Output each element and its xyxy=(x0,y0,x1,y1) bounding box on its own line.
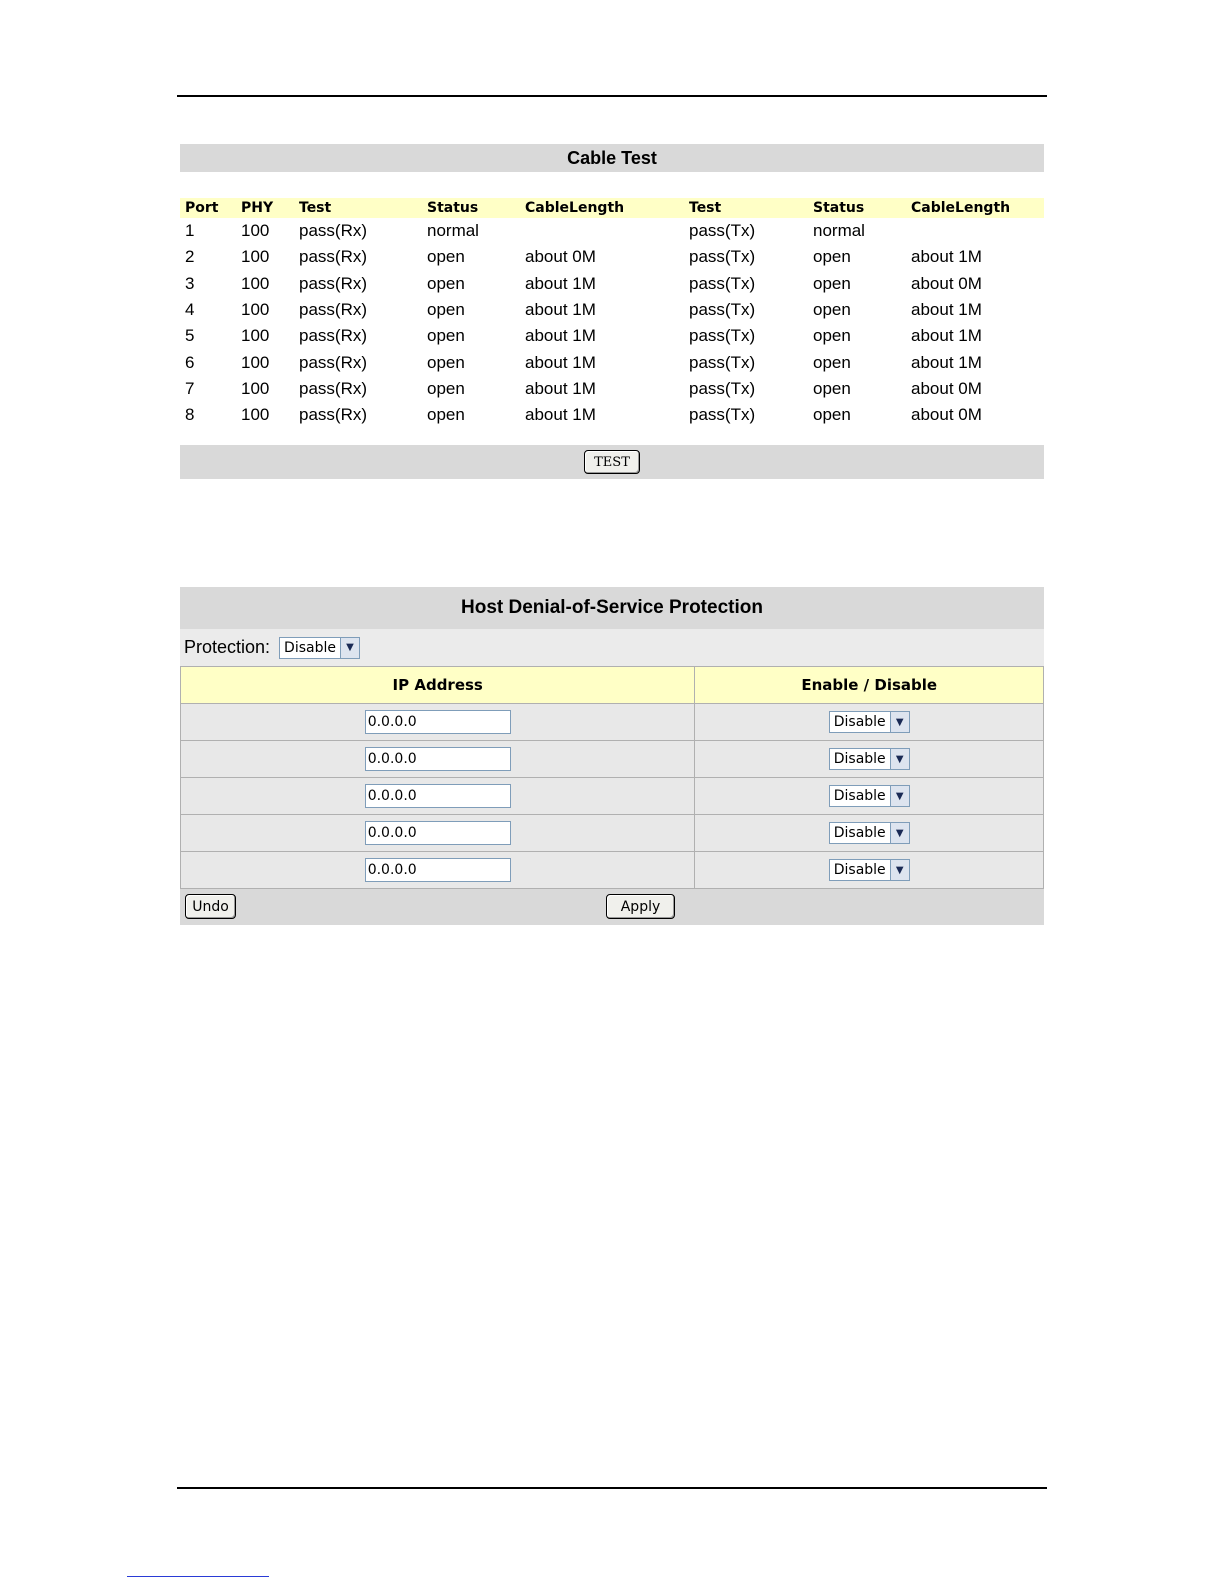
col-test-tx: Test xyxy=(684,198,808,218)
ip-address-input[interactable] xyxy=(365,747,511,771)
table-row xyxy=(180,244,1044,270)
ip-address-input[interactable] xyxy=(365,858,511,882)
state-cell xyxy=(695,741,1044,778)
cell-port: 8 xyxy=(185,405,195,425)
host-dos-panel xyxy=(180,587,1044,925)
enable-disable-select-value: Disable xyxy=(833,825,886,841)
cell-status-tx: open xyxy=(813,378,851,398)
cell-test-tx: pass(Tx) xyxy=(689,405,756,425)
state-cell xyxy=(695,778,1044,815)
cell-port: 2 xyxy=(185,247,195,267)
cell-test-rx: pass(Rx) xyxy=(299,352,368,372)
cell-status-tx: open xyxy=(813,273,851,293)
cell-phy: 100 xyxy=(241,300,270,320)
protection-select-value: Disable xyxy=(284,639,336,656)
cell-phy: 100 xyxy=(241,405,270,425)
col-enable-disable: Enable / Disable xyxy=(695,667,1044,704)
table-row xyxy=(180,271,1044,297)
chevron-down-icon[interactable]: ▼ xyxy=(890,823,909,843)
page-top-rule xyxy=(177,95,1047,97)
host-dos-title: Host Denial-of-Service Protection xyxy=(180,587,1044,629)
cell-cablelength-tx xyxy=(906,218,1044,244)
host-dos-header-row xyxy=(181,667,1044,704)
cell-port: 7 xyxy=(185,378,195,398)
cell-test-rx: pass(Rx) xyxy=(299,300,368,320)
state-cell xyxy=(695,704,1044,741)
cell-test-rx: pass(Rx) xyxy=(299,378,368,398)
page-bottom-rule xyxy=(177,1487,1047,1489)
ip-cell xyxy=(181,778,695,815)
host-dos-button-bar xyxy=(180,889,1044,925)
ip-cell xyxy=(181,704,695,741)
cell-cablelength-rx: about 1M xyxy=(525,273,596,293)
table-row xyxy=(181,778,1044,815)
cell-cablelength-tx: about 1M xyxy=(911,326,982,346)
protection-select[interactable] xyxy=(279,637,360,659)
cell-test-tx: pass(Tx) xyxy=(689,273,756,293)
protection-label: Protection: xyxy=(184,637,271,657)
chevron-down-icon[interactable]: ▼ xyxy=(890,712,909,732)
cell-test-rx: pass(Rx) xyxy=(299,221,368,241)
cell-cablelength-tx: about 0M xyxy=(911,405,982,425)
cell-port: 5 xyxy=(185,326,195,346)
enable-disable-select[interactable] xyxy=(829,785,910,807)
cell-phy: 100 xyxy=(241,221,270,241)
col-ip-address: IP Address xyxy=(181,667,695,704)
table-row xyxy=(180,297,1044,323)
chevron-down-icon[interactable]: ▼ xyxy=(340,638,359,658)
col-port: Port xyxy=(180,198,236,218)
cell-test-tx: pass(Tx) xyxy=(689,300,756,320)
protection-row xyxy=(180,629,1044,666)
enable-disable-select-value: Disable xyxy=(833,788,886,804)
cell-cablelength-rx: about 1M xyxy=(525,326,596,346)
cell-test-rx: pass(Rx) xyxy=(299,326,368,346)
footer-link-underline xyxy=(127,1576,269,1577)
cell-phy: 100 xyxy=(241,352,270,372)
state-cell xyxy=(695,852,1044,889)
cell-port: 6 xyxy=(185,352,195,372)
cable-test-panel xyxy=(180,144,1044,479)
cable-test-header-row xyxy=(180,198,1044,218)
ip-cell xyxy=(181,852,695,889)
cell-cablelength-rx: about 1M xyxy=(525,378,596,398)
cell-status-tx: open xyxy=(813,247,851,267)
undo-button[interactable]: Undo xyxy=(185,894,236,919)
cell-status-tx: normal xyxy=(813,221,865,241)
table-row xyxy=(180,349,1044,375)
host-dos-table xyxy=(180,666,1044,889)
cell-cablelength-tx: about 0M xyxy=(911,273,982,293)
enable-disable-select[interactable] xyxy=(829,711,910,733)
table-row xyxy=(181,704,1044,741)
col-status-rx: Status xyxy=(422,198,520,218)
cell-status-tx: open xyxy=(813,405,851,425)
cell-test-rx: pass(Rx) xyxy=(299,405,368,425)
test-button[interactable]: TEST xyxy=(584,450,640,474)
col-cablelength-tx: CableLength xyxy=(906,198,1044,218)
col-phy: PHY xyxy=(236,198,294,218)
cable-test-button-bar xyxy=(180,445,1044,479)
cell-cablelength-rx: about 1M xyxy=(525,405,596,425)
enable-disable-select-value: Disable xyxy=(833,751,886,767)
cell-test-tx: pass(Tx) xyxy=(689,247,756,267)
state-cell xyxy=(695,815,1044,852)
cell-phy: 100 xyxy=(241,326,270,346)
cell-cablelength-tx: about 1M xyxy=(911,247,982,267)
cell-port: 1 xyxy=(185,221,195,241)
col-status-tx: Status xyxy=(808,198,906,218)
cell-status-rx: open xyxy=(427,273,465,293)
cell-status-rx: normal xyxy=(427,221,479,241)
cell-phy: 100 xyxy=(241,247,270,267)
cell-test-tx: pass(Tx) xyxy=(689,221,756,241)
ip-address-input[interactable] xyxy=(365,784,511,808)
cell-status-rx: open xyxy=(427,378,465,398)
cell-status-rx: open xyxy=(427,352,465,372)
cell-cablelength-tx: about 1M xyxy=(911,352,982,372)
cell-phy: 100 xyxy=(241,378,270,398)
cell-test-tx: pass(Tx) xyxy=(689,326,756,346)
ip-cell xyxy=(181,741,695,778)
cell-status-rx: open xyxy=(427,326,465,346)
table-row xyxy=(181,815,1044,852)
chevron-down-icon[interactable]: ▼ xyxy=(890,749,909,769)
cell-cablelength-rx xyxy=(520,218,684,244)
table-row xyxy=(181,741,1044,778)
table-row xyxy=(180,323,1044,349)
cell-status-tx: open xyxy=(813,300,851,320)
cell-cablelength-rx: about 0M xyxy=(525,247,596,267)
cell-status-tx: open xyxy=(813,326,851,346)
cell-cablelength-rx: about 1M xyxy=(525,300,596,320)
cell-cablelength-tx: about 0M xyxy=(911,378,982,398)
cell-phy: 100 xyxy=(241,273,270,293)
table-row xyxy=(180,402,1044,428)
cell-port: 4 xyxy=(185,300,195,320)
cell-test-rx: pass(Rx) xyxy=(299,247,368,267)
table-row xyxy=(180,376,1044,402)
table-row xyxy=(181,852,1044,889)
apply-button[interactable]: Apply xyxy=(606,894,675,919)
col-test-rx: Test xyxy=(294,198,422,218)
cell-test-tx: pass(Tx) xyxy=(689,352,756,372)
cell-cablelength-tx: about 1M xyxy=(911,300,982,320)
cell-port: 3 xyxy=(185,273,195,293)
cable-test-table xyxy=(180,198,1044,428)
enable-disable-select[interactable] xyxy=(829,859,910,881)
enable-disable-select[interactable] xyxy=(829,748,910,770)
cell-status-rx: open xyxy=(427,300,465,320)
ip-address-input[interactable] xyxy=(365,821,511,845)
chevron-down-icon[interactable]: ▼ xyxy=(890,860,909,880)
cable-test-title: Cable Test xyxy=(180,144,1044,172)
cell-status-rx: open xyxy=(427,247,465,267)
enable-disable-select-value: Disable xyxy=(833,714,886,730)
ip-address-input[interactable] xyxy=(365,710,511,734)
chevron-down-icon[interactable]: ▼ xyxy=(890,786,909,806)
cell-test-tx: pass(Tx) xyxy=(689,378,756,398)
cell-cablelength-rx: about 1M xyxy=(525,352,596,372)
cell-status-tx: open xyxy=(813,352,851,372)
col-cablelength-rx: CableLength xyxy=(520,198,684,218)
ip-cell xyxy=(181,815,695,852)
table-row xyxy=(180,218,1044,244)
enable-disable-select[interactable] xyxy=(829,822,910,844)
cell-status-rx: open xyxy=(427,405,465,425)
cell-test-rx: pass(Rx) xyxy=(299,273,368,293)
enable-disable-select-value: Disable xyxy=(833,862,886,878)
